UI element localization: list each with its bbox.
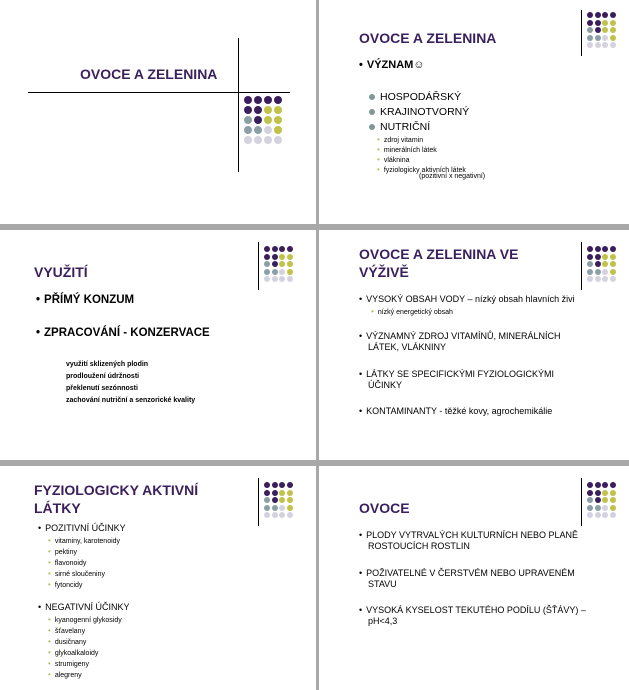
decorative-dot <box>602 12 608 18</box>
decorative-dot <box>587 254 593 260</box>
decorative-dot <box>610 512 616 518</box>
decorative-dot <box>254 116 262 124</box>
list-item: KRAJINOTVORNÝ <box>369 106 469 118</box>
decorative-dot <box>264 96 272 104</box>
decorative-dot <box>287 512 293 518</box>
decorative-dot <box>595 505 601 511</box>
deco-line <box>581 242 582 290</box>
decorative-dot <box>272 505 278 511</box>
detail-line: využití sklizených plodin <box>66 361 149 368</box>
bullet-continued: LÁTEK, VLÁKNINY <box>368 342 447 352</box>
detail-line: zachování nutriční a senzorické kvality <box>66 397 196 404</box>
detail-line: překlenutí sezónnosti <box>66 385 138 392</box>
decorative-dot <box>274 106 282 114</box>
decorative-dot <box>264 136 272 144</box>
sub-item: • fyziologicky aktivních látek <box>377 165 466 174</box>
decorative-dot <box>274 96 282 104</box>
decorative-dot <box>274 116 282 124</box>
decorative-dot <box>272 482 278 488</box>
decorative-dot <box>602 42 608 48</box>
decorative-dot <box>610 35 616 41</box>
decorative-dot <box>279 269 285 275</box>
deco-line <box>258 242 259 290</box>
sub-item: • pektiny <box>48 547 77 556</box>
detail-line: prodloužení údržnosti <box>66 373 140 380</box>
slide-4 <box>319 230 629 460</box>
decorative-dot <box>610 490 616 496</box>
decorative-dot <box>602 246 608 252</box>
decorative-dot <box>610 12 616 18</box>
decorative-dot <box>264 269 270 275</box>
decorative-dot <box>279 276 285 282</box>
decorative-dot <box>244 116 252 124</box>
decorative-dot <box>264 505 270 511</box>
sub-item: • strumigeny <box>48 659 89 668</box>
decorative-dot <box>244 96 252 104</box>
title-horizontal-line <box>28 92 290 93</box>
slide-4-title-line-1: OVOCE A ZELENINA VE <box>359 246 519 262</box>
decorative-dot <box>279 497 285 503</box>
decorative-dot <box>610 27 616 33</box>
decorative-dot <box>595 42 601 48</box>
bullet-continued: pH<4,3 <box>368 616 398 626</box>
main-bullet: • PŘÍMÝ KONZUM <box>36 294 134 306</box>
title-vertical-line <box>238 38 239 172</box>
decorative-dot <box>264 106 272 114</box>
decorative-dot <box>274 126 282 134</box>
decorative-dot <box>602 20 608 26</box>
bullet: • VYSOKÁ KYSELOST TEKUTÉHO PODÍLU (ŠŤÁVY) – <box>359 605 586 615</box>
decorative-dot <box>587 261 593 267</box>
slide-5-title-line-1: FYZIOLOGICKY AKTIVNÍ <box>34 482 199 498</box>
decorative-dot <box>287 269 293 275</box>
decorative-dot <box>595 261 601 267</box>
sub-item: • dusičnany <box>48 637 86 646</box>
decorative-dot <box>272 269 278 275</box>
deco-line <box>581 478 582 526</box>
decorative-dot <box>602 261 608 267</box>
decorative-dot <box>272 497 278 503</box>
decorative-dot <box>610 254 616 260</box>
decorative-dot <box>264 126 272 134</box>
decorative-dot <box>279 254 285 260</box>
decorative-dot <box>602 35 608 41</box>
sub-item: • alegreny <box>48 670 82 679</box>
decorative-dot <box>595 12 601 18</box>
decorative-dot <box>595 269 601 275</box>
decorative-dot <box>587 12 593 18</box>
sub-item: • nízký energetický obsah <box>371 307 453 316</box>
decorative-dot <box>279 482 285 488</box>
decorative-dot <box>595 20 601 26</box>
sub-item: • šťavelany <box>48 626 85 635</box>
sub-item: • vláknina <box>377 155 410 164</box>
decorative-dot <box>595 254 601 260</box>
main-bullet: • VÝZNAM☺ <box>359 59 425 71</box>
slide-3 <box>0 230 316 460</box>
slide-2 <box>319 0 629 224</box>
decorative-dot <box>287 276 293 282</box>
decorative-dot <box>272 254 278 260</box>
bullet: • VÝZNAMNÝ ZDROJ VITAMÍNŮ, MINERÁLNÍCH <box>359 331 561 341</box>
decorative-dot <box>610 482 616 488</box>
decorative-dot <box>244 126 252 134</box>
slide-3-title: VYUŽITÍ <box>34 264 88 280</box>
bullet: • POŽIVATELNÉ V ČERSTVÉM NEBO UPRAVENÉM <box>359 568 575 578</box>
decorative-dot <box>602 27 608 33</box>
sub-item: • vitaminy, karotenoidy <box>48 536 120 545</box>
positive-effects-heading: • POZITIVNÍ ÚČINKY <box>38 523 126 533</box>
decorative-dot <box>610 505 616 511</box>
decorative-dot <box>587 482 593 488</box>
sub-item: • fytoncidy <box>48 580 82 589</box>
decorative-dot <box>264 276 270 282</box>
decorative-dot <box>587 42 593 48</box>
decorative-dot <box>610 261 616 267</box>
slide-5 <box>0 466 316 690</box>
slide-6-title: OVOCE <box>359 500 410 516</box>
decorative-dot <box>287 490 293 496</box>
sub-item: • zdroj vitamin <box>377 135 423 144</box>
slide-5-title-line-2: LÁTKY <box>34 500 81 516</box>
decorative-dot <box>595 482 601 488</box>
decorative-dot <box>254 126 262 134</box>
deco-line <box>581 10 582 56</box>
slide-1-title: OVOCE A ZELENINA <box>80 66 218 82</box>
decorative-dot <box>602 490 608 496</box>
decorative-dot <box>287 497 293 503</box>
decorative-dot <box>287 505 293 511</box>
bullet-continued: ÚČINKY <box>368 380 403 390</box>
decorative-dot <box>264 116 272 124</box>
decorative-dot <box>279 512 285 518</box>
decorative-dot <box>264 246 270 252</box>
decorative-dot <box>595 27 601 33</box>
decorative-dot <box>272 246 278 252</box>
slide-2-title: OVOCE A ZELENINA <box>359 30 497 46</box>
decorative-dot <box>264 261 270 267</box>
bullet-continued: ROSTOUCÍCH ROSTLIN <box>368 541 470 551</box>
slide-6 <box>319 466 629 690</box>
decorative-dot <box>254 96 262 104</box>
decorative-dot <box>602 254 608 260</box>
sub-item: • kyanogenní glykosidy <box>48 615 122 624</box>
decorative-dot <box>587 27 593 33</box>
slide-4-title-line-2: VÝŽIVĚ <box>359 264 409 280</box>
sub-item: • minerálních látek <box>377 145 437 154</box>
decorative-dot <box>244 106 252 114</box>
decorative-dot <box>595 35 601 41</box>
decorative-dot <box>264 512 270 518</box>
decorative-dot <box>610 276 616 282</box>
negative-effects-heading: • NEGATIVNÍ ÚČINKY <box>38 602 130 612</box>
decorative-dot <box>264 482 270 488</box>
decorative-dot <box>272 512 278 518</box>
slide-1 <box>0 0 316 224</box>
decorative-dot <box>587 276 593 282</box>
list-item: NUTRIČNÍ <box>369 121 430 133</box>
main-bullet: • ZPRACOVÁNÍ - KONZERVACE <box>36 327 210 339</box>
decorative-dot <box>602 269 608 275</box>
decorative-dot <box>272 490 278 496</box>
decorative-dot <box>610 497 616 503</box>
deco-line <box>258 478 259 526</box>
decorative-dot <box>287 254 293 260</box>
sub-item: • flavonoidy <box>48 558 86 567</box>
list-item: HOSPODÁŘSKÝ <box>369 91 461 103</box>
bullet: • VYSOKÝ OBSAH VODY – nízký obsah hlavních živi <box>359 294 575 304</box>
bullet: • PLODY VYTRVALÝCH KULTURNÍCH NEBO PLANĚ <box>359 530 578 540</box>
sub-item: • glykoalkaloidy <box>48 648 98 657</box>
decorative-dot <box>587 269 593 275</box>
decorative-dot <box>602 482 608 488</box>
decorative-dot <box>274 136 282 144</box>
sub-item-continued: (pozitivní x negativní) <box>419 173 486 180</box>
decorative-dot <box>287 482 293 488</box>
bullet: • LÁTKY SE SPECIFICKÝMI FYZIOLOGICKÝMI <box>359 369 554 379</box>
decorative-dot <box>279 261 285 267</box>
decorative-dot <box>587 20 593 26</box>
decorative-dot <box>587 246 593 252</box>
decorative-dot <box>287 261 293 267</box>
decorative-dot <box>287 246 293 252</box>
decorative-dot <box>595 276 601 282</box>
decorative-dot <box>254 136 262 144</box>
decorative-dot <box>595 490 601 496</box>
decorative-dot <box>610 42 616 48</box>
decorative-dot <box>602 505 608 511</box>
decorative-dot <box>602 497 608 503</box>
decorative-dot <box>279 490 285 496</box>
decorative-dot <box>587 512 593 518</box>
decorative-dot <box>272 261 278 267</box>
decorative-dot <box>587 490 593 496</box>
decorative-dot <box>602 276 608 282</box>
decorative-dot <box>610 246 616 252</box>
decorative-dot <box>279 246 285 252</box>
decorative-dot <box>264 490 270 496</box>
decorative-dot <box>610 269 616 275</box>
decorative-dot <box>254 106 262 114</box>
decorative-dot <box>595 512 601 518</box>
decorative-dot <box>587 35 593 41</box>
decorative-dot <box>595 497 601 503</box>
sub-item: • sirné sloučeniny <box>48 569 105 578</box>
bullet-continued: STAVU <box>368 579 397 589</box>
decorative-dot <box>610 20 616 26</box>
decorative-dot <box>279 505 285 511</box>
decorative-dot <box>264 497 270 503</box>
bullet: • KONTAMINANTY - těžké kovy, agrochemikálie <box>359 406 552 416</box>
decorative-dot <box>587 497 593 503</box>
decorative-dot <box>587 505 593 511</box>
decorative-dot <box>244 136 252 144</box>
decorative-dot <box>595 246 601 252</box>
decorative-dot <box>272 276 278 282</box>
decorative-dot <box>264 254 270 260</box>
decorative-dot <box>602 512 608 518</box>
